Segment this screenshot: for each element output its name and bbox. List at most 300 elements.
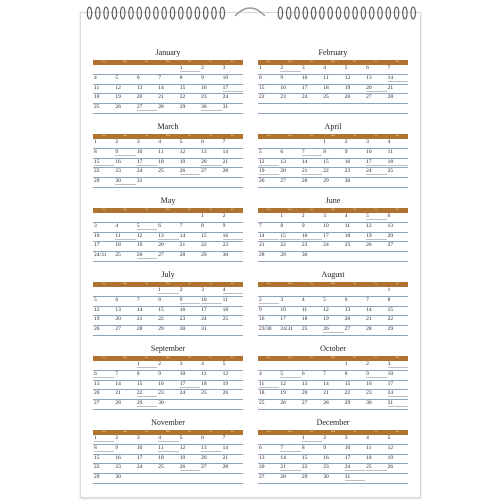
day-cell[interactable]: 20 — [94, 390, 100, 397]
day-cell[interactable]: 18 — [259, 390, 265, 397]
day-cell[interactable]: 4 — [344, 213, 348, 219]
day-cell[interactable]: 6 — [366, 65, 369, 71]
day-cell[interactable]: 2 — [115, 435, 119, 441]
day-cell[interactable]: 25 — [387, 168, 394, 175]
day-cell[interactable]: 2 — [344, 139, 348, 145]
day-cell[interactable]: 14 — [258, 233, 279, 242]
day-cell[interactable]: 26 — [179, 168, 200, 177]
day-cell[interactable]: 9 — [259, 306, 262, 313]
day-cell[interactable]: 4 — [301, 296, 305, 303]
day-cell[interactable]: 26 — [280, 400, 286, 407]
day-cell[interactable]: 6 — [280, 148, 284, 155]
day-cell[interactable]: 11 — [157, 445, 178, 454]
day-cell[interactable]: 24 — [344, 464, 365, 473]
day-cell[interactable]: 15 — [136, 380, 143, 387]
day-cell[interactable]: 21 — [366, 316, 372, 323]
day-cell[interactable]: 30 — [301, 252, 308, 259]
day-cell[interactable]: 10 — [222, 74, 229, 81]
day-cell[interactable]: 19 — [323, 316, 329, 323]
day-cell[interactable]: 5 — [323, 296, 327, 303]
day-cell[interactable]: 11 — [258, 381, 279, 390]
day-cell[interactable] — [322, 361, 343, 370]
day-cell[interactable]: 23 — [179, 316, 186, 323]
day-cell[interactable] — [344, 104, 365, 113]
day-cell[interactable]: 5 — [222, 361, 226, 367]
day-cell[interactable]: 10 — [301, 74, 308, 81]
day-cell[interactable]: 18 — [94, 94, 100, 101]
day-cell[interactable]: 26 — [387, 464, 394, 471]
day-cell[interactable]: 7 — [222, 139, 226, 145]
day-cell[interactable]: 28 — [222, 168, 229, 175]
day-cell[interactable] — [114, 65, 135, 74]
day-cell[interactable]: 26 — [94, 326, 100, 333]
day-cell[interactable]: 11 — [387, 148, 393, 155]
day-cell[interactable] — [179, 474, 200, 483]
day-cell[interactable]: 21 — [158, 94, 164, 101]
day-cell[interactable]: 2 — [158, 361, 162, 367]
day-cell[interactable] — [365, 104, 386, 113]
day-cell[interactable]: 20 — [301, 390, 308, 397]
day-cell[interactable] — [387, 474, 408, 483]
day-cell[interactable]: 30 — [222, 252, 229, 259]
day-cell[interactable]: 21 — [115, 390, 121, 397]
day-cell[interactable] — [258, 361, 279, 370]
day-cell[interactable]: 25 — [201, 390, 207, 397]
day-cell[interactable]: 14 — [301, 158, 308, 165]
day-cell[interactable]: 4 — [259, 370, 262, 377]
day-cell[interactable]: 4 — [115, 222, 119, 229]
day-cell[interactable]: 16 — [201, 84, 207, 91]
day-cell[interactable]: 29 — [201, 252, 207, 259]
day-cell[interactable]: 4 — [387, 139, 391, 145]
day-cell[interactable]: 21 — [387, 84, 394, 91]
day-cell[interactable] — [93, 65, 114, 74]
day-cell[interactable]: 18 — [158, 454, 164, 461]
day-cell[interactable]: 18 — [222, 306, 229, 313]
day-cell[interactable]: 1 — [136, 361, 157, 370]
day-cell[interactable]: 21 — [136, 316, 143, 323]
day-cell[interactable]: 19 — [280, 390, 286, 397]
day-cell[interactable]: 16 — [344, 158, 351, 165]
day-cell[interactable]: 9 — [344, 148, 348, 155]
day-cell[interactable]: 2 — [323, 435, 327, 441]
day-cell[interactable]: 11 — [158, 148, 164, 155]
day-cell[interactable]: 21 — [179, 242, 186, 249]
day-cell[interactable]: 1 — [179, 65, 200, 74]
day-cell[interactable] — [258, 139, 279, 148]
day-cell[interactable]: 21 — [222, 454, 229, 461]
day-cell[interactable]: 16 — [301, 233, 322, 242]
day-cell[interactable]: 8 — [94, 148, 97, 155]
day-cell[interactable]: 31 — [222, 104, 229, 111]
day-cell[interactable] — [157, 474, 178, 483]
day-cell[interactable] — [344, 252, 365, 261]
day-cell[interactable]: 28 — [387, 94, 394, 101]
day-cell[interactable]: 25 — [323, 94, 329, 101]
day-cell[interactable] — [93, 213, 114, 222]
day-cell[interactable]: 6 — [387, 213, 391, 219]
day-cell[interactable]: 9 — [179, 297, 200, 306]
day-cell[interactable]: 24 — [301, 94, 308, 101]
day-cell[interactable]: 24 — [136, 168, 143, 175]
day-cell[interactable]: 14 — [366, 306, 372, 313]
day-cell[interactable]: 26 — [115, 104, 121, 111]
day-cell[interactable] — [136, 213, 157, 222]
day-cell[interactable]: 27 — [94, 400, 100, 407]
day-cell[interactable]: 28 — [280, 474, 286, 481]
day-cell[interactable]: 4 — [222, 287, 243, 296]
day-cell[interactable]: 5 — [136, 223, 157, 232]
day-cell[interactable]: 25 — [158, 168, 164, 175]
day-cell[interactable]: 3 — [201, 287, 204, 293]
day-cell[interactable]: 24 — [179, 390, 186, 397]
day-cell[interactable]: 21 — [279, 464, 300, 473]
day-cell[interactable]: 30 — [114, 178, 135, 187]
day-cell[interactable]: 20 — [158, 242, 164, 249]
day-cell[interactable]: 5 — [259, 148, 262, 155]
day-cell[interactable]: 25 — [94, 104, 100, 111]
day-cell[interactable]: 17 — [179, 381, 200, 390]
day-cell[interactable] — [200, 474, 221, 483]
day-cell[interactable]: 20 — [365, 85, 386, 94]
day-cell[interactable]: 23 — [201, 94, 207, 101]
day-cell[interactable] — [114, 287, 135, 296]
day-cell[interactable]: 22 — [179, 94, 186, 101]
day-cell[interactable]: 28 — [179, 252, 186, 259]
day-cell[interactable] — [279, 361, 300, 370]
day-cell[interactable]: 2 — [201, 65, 204, 71]
day-cell[interactable]: 15 — [279, 233, 300, 242]
day-cell[interactable]: 1 — [201, 213, 204, 219]
day-cell[interactable] — [157, 213, 178, 222]
day-cell[interactable]: 9 — [323, 444, 327, 451]
day-cell[interactable] — [279, 104, 300, 113]
day-cell[interactable]: 12 — [179, 148, 186, 155]
day-cell[interactable]: 30 — [344, 178, 351, 185]
day-cell[interactable]: 1 — [94, 139, 97, 145]
day-cell[interactable] — [301, 287, 322, 296]
day-cell[interactable]: 6 — [301, 370, 305, 377]
day-cell[interactable]: 1 — [301, 435, 322, 444]
day-cell[interactable]: 2 — [258, 297, 279, 306]
day-cell[interactable]: 6 — [344, 296, 348, 303]
day-cell[interactable]: 15 — [344, 380, 351, 387]
day-cell[interactable] — [222, 474, 243, 483]
day-cell[interactable] — [387, 252, 408, 261]
day-cell[interactable]: 17 — [387, 380, 394, 387]
day-cell[interactable]: 16 — [280, 84, 286, 91]
day-cell[interactable] — [258, 104, 279, 113]
day-cell[interactable]: 22 — [323, 168, 329, 175]
day-cell[interactable]: 2 — [179, 287, 183, 293]
day-cell[interactable]: 12 — [366, 222, 372, 229]
day-cell[interactable] — [136, 287, 157, 296]
day-cell[interactable]: 3 — [222, 65, 226, 71]
day-cell[interactable]: 15 — [387, 306, 394, 313]
day-cell[interactable]: 18 — [387, 159, 408, 168]
day-cell[interactable]: 3 — [136, 435, 140, 441]
day-cell[interactable]: 26 — [222, 390, 229, 397]
day-cell[interactable] — [200, 400, 221, 409]
day-cell[interactable]: 11 — [222, 296, 228, 303]
day-cell[interactable]: 7 — [323, 370, 327, 377]
day-cell[interactable]: 27 — [301, 400, 308, 407]
day-cell[interactable]: 19 — [179, 454, 186, 461]
day-cell[interactable]: 22 — [280, 242, 286, 249]
day-cell[interactable]: 25 — [115, 252, 121, 259]
day-cell[interactable]: 27 — [344, 326, 351, 333]
day-cell[interactable]: 10 — [344, 444, 351, 451]
day-cell[interactable]: 10 — [136, 444, 143, 451]
day-cell[interactable]: 22 — [158, 316, 164, 323]
day-cell[interactable] — [279, 139, 300, 148]
day-cell[interactable]: 9 — [301, 222, 305, 229]
day-cell[interactable]: 12 — [94, 306, 100, 313]
day-cell[interactable]: 1 — [280, 213, 284, 219]
day-cell[interactable]: 20 — [344, 316, 351, 323]
day-cell[interactable]: 1 — [93, 435, 114, 444]
day-cell[interactable]: 24 — [222, 94, 229, 101]
day-cell[interactable]: 23 — [323, 464, 329, 471]
day-cell[interactable]: 8 — [201, 222, 204, 229]
day-cell[interactable]: 8 — [136, 370, 140, 377]
day-cell[interactable]: 6 — [115, 296, 119, 303]
day-cell[interactable]: 23 — [280, 94, 286, 101]
day-cell[interactable]: 29 — [280, 252, 286, 259]
day-cell[interactable]: 10 — [366, 148, 372, 155]
day-cell[interactable]: 27 — [259, 474, 265, 481]
day-cell[interactable]: 22 — [387, 316, 394, 323]
day-cell[interactable]: 24/31 — [94, 252, 107, 259]
day-cell[interactable]: 26 — [259, 178, 265, 185]
day-cell[interactable]: 7 — [259, 222, 262, 229]
day-cell[interactable]: 4 — [94, 74, 97, 81]
day-cell[interactable]: 7 — [158, 74, 162, 81]
day-cell[interactable]: 27 — [201, 168, 207, 175]
day-cell[interactable]: 15 — [94, 454, 100, 461]
day-cell[interactable]: 18 — [366, 454, 372, 461]
day-cell[interactable]: 22 — [259, 94, 265, 101]
day-cell[interactable]: 13 — [280, 158, 286, 165]
day-cell[interactable]: 7 — [279, 445, 300, 454]
day-cell[interactable]: 9 — [222, 222, 226, 229]
day-cell[interactable]: 13 — [301, 380, 308, 387]
day-cell[interactable]: 12 — [344, 74, 351, 81]
day-cell[interactable] — [179, 178, 200, 187]
day-cell[interactable]: 25 — [259, 400, 265, 407]
day-cell[interactable]: 11 — [344, 222, 350, 229]
day-cell[interactable]: 31 — [344, 474, 365, 483]
day-cell[interactable]: 24/31 — [280, 326, 293, 333]
day-cell[interactable] — [222, 178, 243, 187]
day-cell[interactable] — [279, 287, 300, 296]
day-cell[interactable]: 26 — [366, 242, 372, 249]
day-cell[interactable]: 8 — [280, 222, 284, 229]
day-cell[interactable]: 27 — [136, 104, 157, 113]
day-cell[interactable]: 17 — [136, 159, 157, 168]
day-cell[interactable] — [222, 400, 243, 409]
day-cell[interactable]: 14 — [280, 454, 286, 461]
day-cell[interactable]: 16 — [158, 380, 164, 387]
day-cell[interactable]: 14 — [222, 148, 229, 155]
day-cell[interactable]: 15 — [158, 306, 164, 313]
day-cell[interactable]: 3 — [179, 361, 183, 367]
day-cell[interactable]: 20 — [259, 464, 265, 471]
day-cell[interactable]: 29 — [301, 474, 308, 481]
day-cell[interactable]: 14 — [323, 380, 329, 387]
day-cell[interactable]: 23 — [158, 390, 164, 397]
day-cell[interactable]: 11 — [201, 370, 207, 377]
day-cell[interactable]: 7 — [387, 65, 391, 71]
day-cell[interactable]: 24 — [387, 390, 408, 399]
day-cell[interactable]: 20 — [200, 159, 221, 168]
day-cell[interactable]: 19 — [365, 233, 386, 242]
day-cell[interactable]: 11 — [94, 84, 100, 91]
day-cell[interactable]: 29 — [323, 178, 329, 185]
day-cell[interactable]: 11 — [323, 74, 329, 81]
day-cell[interactable]: 17 — [280, 316, 286, 323]
day-cell[interactable]: 4 — [366, 435, 369, 441]
day-cell[interactable]: 8 — [179, 74, 183, 81]
day-cell[interactable]: 5 — [94, 296, 97, 303]
day-cell[interactable]: 12 — [136, 232, 143, 239]
day-cell[interactable]: 9 — [115, 444, 119, 451]
day-cell[interactable]: 23 — [366, 390, 372, 397]
day-cell[interactable] — [387, 104, 408, 113]
day-cell[interactable]: 30 — [366, 400, 372, 407]
day-cell[interactable]: 27 — [158, 252, 164, 259]
day-cell[interactable]: 11 — [366, 444, 372, 451]
day-cell[interactable]: 30 — [323, 474, 329, 481]
day-cell[interactable] — [179, 213, 200, 222]
day-cell[interactable]: 8 — [259, 74, 262, 81]
day-cell[interactable]: 14 — [158, 84, 164, 91]
day-cell[interactable] — [365, 252, 386, 261]
day-cell[interactable]: 12 — [179, 444, 186, 451]
day-cell[interactable]: 11 — [301, 306, 308, 313]
day-cell[interactable]: 16 — [222, 233, 243, 242]
day-cell[interactable] — [157, 178, 178, 187]
day-cell[interactable]: 24 — [365, 168, 386, 177]
day-cell[interactable]: 6 — [201, 139, 204, 145]
day-cell[interactable]: 27 — [387, 242, 394, 249]
day-cell[interactable]: 29 — [136, 400, 157, 409]
day-cell[interactable]: 21 — [323, 390, 329, 397]
day-cell[interactable]: 6 — [136, 74, 140, 81]
day-cell[interactable] — [114, 213, 135, 222]
day-cell[interactable]: 23 — [115, 464, 121, 471]
day-cell[interactable] — [222, 326, 243, 335]
day-cell[interactable]: 17 — [94, 242, 100, 249]
day-cell[interactable]: 20 — [115, 316, 121, 323]
day-cell[interactable]: 28 — [259, 252, 265, 259]
day-cell[interactable]: 8 — [301, 444, 305, 451]
day-cell[interactable]: 16 — [259, 316, 265, 323]
day-cell[interactable]: 3 — [301, 65, 305, 71]
day-cell[interactable]: 26 — [136, 252, 157, 261]
day-cell[interactable]: 29 — [179, 104, 186, 111]
day-cell[interactable]: 29 — [158, 326, 164, 333]
day-cell[interactable]: 28 — [366, 326, 372, 333]
day-cell[interactable]: 5 — [179, 435, 183, 441]
day-cell[interactable] — [322, 287, 343, 296]
day-cell[interactable] — [136, 474, 157, 483]
day-cell[interactable]: 23 — [222, 242, 229, 249]
day-cell[interactable]: 27 — [366, 94, 372, 101]
day-cell[interactable]: 26 — [179, 464, 200, 473]
day-cell[interactable]: 4 — [158, 139, 162, 145]
day-cell[interactable]: 15 — [179, 84, 186, 91]
day-cell[interactable]: 7 — [136, 296, 140, 303]
day-cell[interactable]: 7 — [301, 149, 322, 158]
day-cell[interactable]: 13 — [387, 222, 394, 229]
day-cell[interactable]: 19 — [344, 84, 351, 91]
day-cell[interactable]: 13 — [259, 454, 265, 461]
day-cell[interactable]: 17 — [201, 306, 207, 313]
day-cell[interactable]: 19 — [115, 94, 121, 101]
day-cell[interactable]: 6 — [158, 222, 162, 229]
day-cell[interactable]: 14 — [115, 380, 121, 387]
day-cell[interactable]: 9 — [280, 74, 284, 81]
day-cell[interactable]: 14 — [222, 444, 229, 451]
day-cell[interactable]: 8 — [387, 296, 391, 303]
day-cell[interactable]: 8 — [344, 370, 348, 377]
day-cell[interactable]: 28 — [222, 464, 229, 471]
day-cell[interactable]: 30 — [179, 326, 186, 333]
day-cell[interactable]: 8 — [323, 148, 327, 155]
day-cell[interactable]: 10 — [387, 370, 394, 377]
day-cell[interactable]: 31 — [136, 178, 143, 185]
day-cell[interactable]: 14 — [136, 306, 143, 313]
day-cell[interactable]: 21 — [222, 158, 229, 165]
day-cell[interactable] — [179, 400, 200, 409]
day-cell[interactable]: 1 — [157, 287, 178, 296]
day-cell[interactable]: 10 — [323, 222, 329, 229]
day-cell[interactable]: 17 — [344, 454, 351, 461]
day-cell[interactable]: 3 — [323, 213, 327, 219]
day-cell[interactable]: 12 — [222, 370, 229, 377]
day-cell[interactable]: 22 — [94, 168, 100, 175]
day-cell[interactable]: 6 — [93, 371, 114, 380]
day-cell[interactable]: 25 — [222, 316, 229, 323]
day-cell[interactable]: 17 — [222, 85, 243, 94]
day-cell[interactable]: 4 — [157, 435, 178, 444]
day-cell[interactable]: 5 — [365, 213, 386, 222]
day-cell[interactable]: 20 — [201, 454, 207, 461]
day-cell[interactable]: 12 — [115, 84, 121, 91]
day-cell[interactable]: 5 — [115, 74, 119, 81]
day-cell[interactable]: 19 — [222, 380, 229, 387]
day-cell[interactable]: 13 — [201, 148, 207, 155]
day-cell[interactable]: 3 — [136, 139, 140, 145]
day-cell[interactable]: 17 — [301, 84, 308, 91]
day-cell[interactable]: 27 — [280, 178, 286, 185]
day-cell[interactable]: 1 — [344, 361, 348, 367]
day-cell[interactable]: 30 — [115, 474, 121, 481]
day-cell[interactable]: 18 — [115, 242, 121, 249]
day-cell[interactable]: 28 — [323, 400, 329, 407]
day-cell[interactable]: 19 — [94, 316, 100, 323]
day-cell[interactable]: 14 — [179, 232, 186, 239]
day-cell[interactable]: 5 — [387, 435, 391, 441]
day-cell[interactable]: 31 — [387, 400, 408, 409]
day-cell[interactable]: 29 — [94, 178, 100, 185]
day-cell[interactable]: 24 — [136, 464, 143, 471]
day-cell[interactable] — [258, 435, 279, 444]
day-cell[interactable]: 23 — [301, 242, 308, 249]
day-cell[interactable]: 16 — [115, 454, 121, 461]
day-cell[interactable]: 16 — [366, 380, 372, 387]
